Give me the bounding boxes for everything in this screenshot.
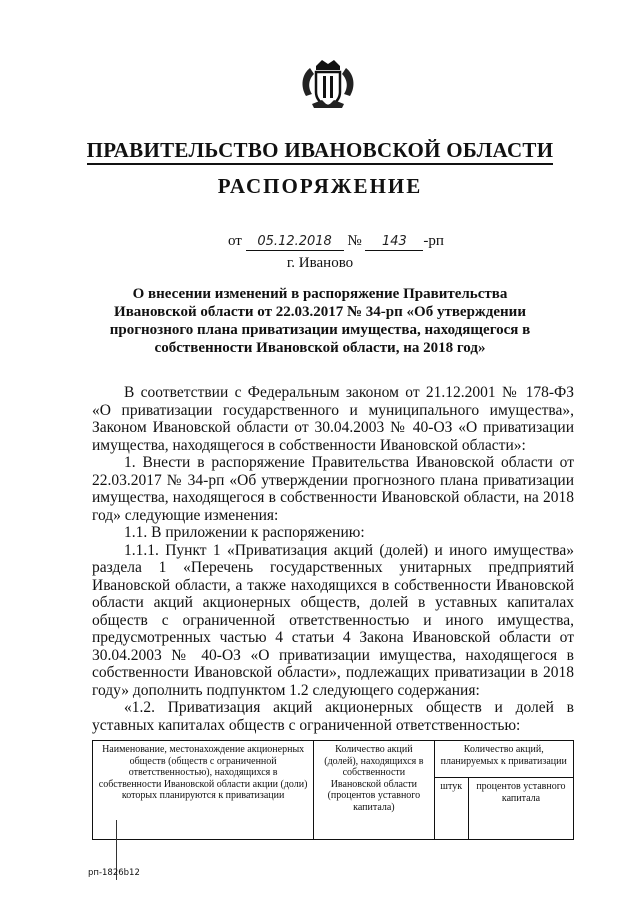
date-prefix: от bbox=[228, 233, 242, 249]
footer-code: рп-1826b12 bbox=[88, 868, 140, 878]
document-number: 143 bbox=[365, 234, 423, 251]
table-header-name: Наименование, местонахождение акционерных обществ (обществ с ограниченной ответственностью), находящихся в собственности Ивановской области акции (доли) которых планируются к приватизации bbox=[93, 741, 314, 840]
paragraph-preamble: В соответствии с Федеральным законом от 21.12.2001 № 178-ФЗ «О приватизации государственного и муниципального имущества», Законом Ивановской области от 30.04.2003 № 40-ОЗ «О приватизации имущества, находящегося в собственности Ивановской области»: bbox=[92, 384, 574, 454]
table-header-shares-owned: Количество акций (долей), находящихся в собственности Ивановской области (процентов уставного капитала) bbox=[314, 741, 434, 840]
paragraph-item-1-1: 1.1. В приложении к распоряжению: bbox=[124, 524, 365, 541]
table-header-shares-planned: Количество акций, планируемых к приватизации bbox=[434, 741, 574, 778]
document-type: РАСПОРЯЖЕНИЕ bbox=[217, 174, 423, 198]
privatization-table bbox=[92, 740, 574, 840]
number-sign: № bbox=[347, 233, 362, 249]
city: г. Иваново bbox=[286, 255, 354, 271]
table-subheader-pieces: штук bbox=[434, 778, 468, 840]
paragraph-item-1-2: «1.2. Приватизация акций акционерных обществ и долей в уставных капиталах обществ с ограниченной ответственностью: bbox=[92, 699, 574, 734]
document-body bbox=[92, 384, 574, 734]
paragraph-item-1: 1. Внести в распоряжение Правительства Ивановской области от 22.03.2017 № 34-рп «Об утверждении прогнозного плана приватизации имущества, находящегося в собственности Ивановской области, на 2018 год» следующие изменения: bbox=[92, 454, 574, 524]
document-date: 05.12.2018 bbox=[246, 234, 344, 251]
number-suffix: -рп bbox=[423, 233, 444, 249]
table-subheader-percent: процентов уставного капитала bbox=[468, 778, 573, 840]
date-number-line bbox=[228, 233, 444, 251]
document-heading: О внесении изменений в распоряжение Правительства Ивановской области от 22.03.2017 № 34-рп «Об утверждении прогнозного плана приватизации имущества, находящегося в собственности Ивановской области, на 2018 год» bbox=[109, 286, 531, 356]
paragraph-item-1-1-1: 1.1.1. Пункт 1 «Приватизация акций (долей) и иного имущества» раздела 1 «Перечень государственных унитарных предприятий Ивановской области, а также находящихся в собственности Ивановской области акций акционерных обществ, долей в уставных капиталах обществ с ограниченной ответственностью и иного имущества, предусмотренных частью 4 статьи 4 Закона Ивановской области от 30.04.2003 № 40-ОЗ «О приватизации имущества, находящегося в собственности Ивановской области», подлежащих приватизации в 2018 году» дополнить подпунктом 1.2 следующего содержания: bbox=[92, 541, 574, 699]
government-title: ПРАВИТЕЛЬСТВО ИВАНОВСКОЙ ОБЛАСТИ bbox=[0, 138, 640, 163]
coat-of-arms-emblem bbox=[298, 56, 358, 110]
